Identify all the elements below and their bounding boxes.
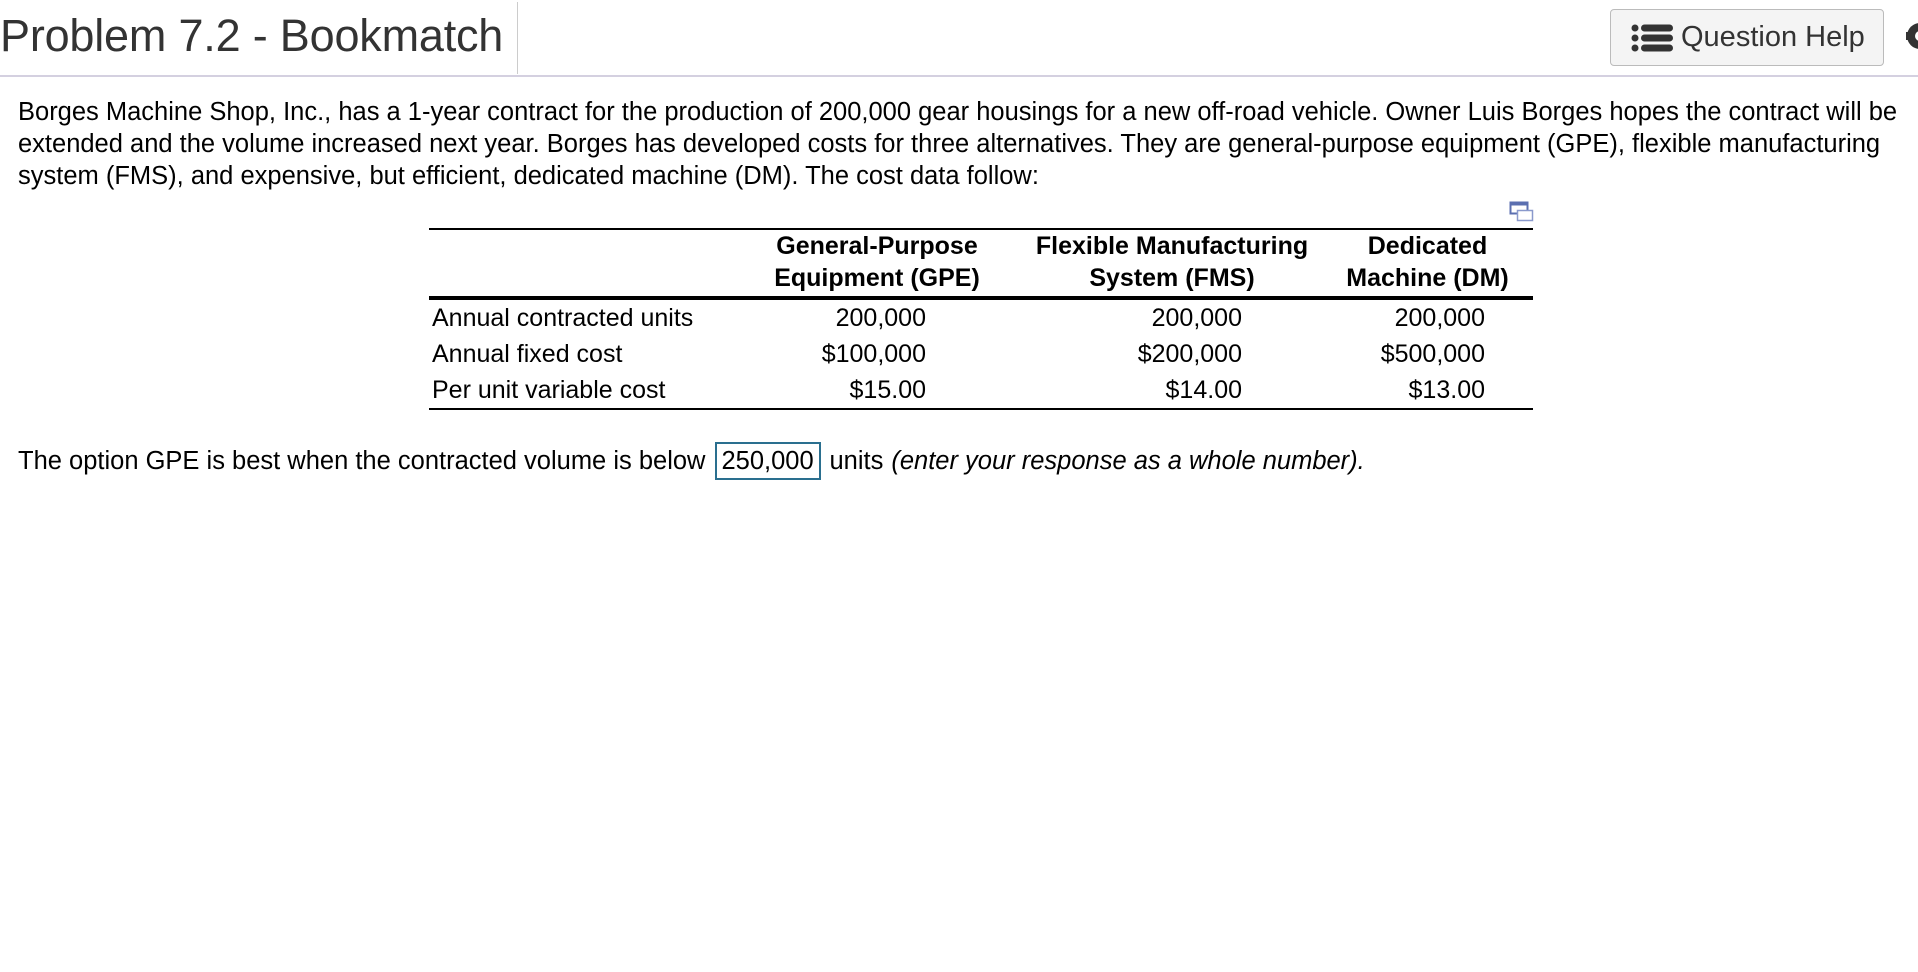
cell-value: 200,000 — [1394, 304, 1485, 332]
gear-icon[interactable] — [1904, 16, 1918, 56]
table-row — [429, 336, 1533, 372]
popout-icon[interactable] — [1509, 201, 1535, 223]
cell-value: 200,000 — [835, 304, 926, 332]
header-dm-line1: Dedicated — [1367, 232, 1488, 260]
problem-line-1: Borges Machine Shop, Inc., has a 1-year contract for the production of 200,000 gear housings for a new off-road vehicle. Owner Luis Borges hopes the contract will be — [18, 98, 1898, 126]
cell-value: $14.00 — [1022, 372, 1322, 409]
question-help-label: Question Help — [1681, 21, 1865, 53]
list-icon — [1631, 24, 1673, 52]
header — [0, 0, 1918, 77]
problem-line-2: extended and the volume increased next year. Borges has developed costs for three alternatives. They are general-purpose equipment (GPE), flexible manufacturing — [18, 130, 1881, 158]
title-divider — [517, 2, 518, 74]
cell-value: $500,000 — [1380, 340, 1485, 368]
header-fms — [1022, 229, 1322, 298]
header-dm-line2: Machine (DM) — [1346, 264, 1509, 292]
header-gpe — [732, 229, 1022, 298]
cell-value: $200,000 — [1137, 340, 1242, 368]
answer-prefix: The option GPE is best when the contracted volume is below — [18, 447, 706, 475]
cost-data-table — [429, 228, 1533, 410]
row-label: Annual contracted units — [432, 304, 694, 332]
cell-value: $100,000 — [821, 340, 926, 368]
table-header-row — [429, 229, 1533, 298]
answer-line — [18, 442, 1365, 480]
answer-input[interactable]: 250,000 — [715, 442, 821, 480]
header-fms-line2: System (FMS) — [1089, 264, 1255, 292]
row-label: Annual fixed cost — [432, 340, 623, 368]
problem-line-3: system (FMS), and expensive, but efficient, dedicated machine (DM). The cost data follow: — [18, 162, 1039, 190]
table-row — [429, 372, 1533, 409]
header-gpe-line2: Equipment (GPE) — [774, 264, 980, 292]
question-help-button[interactable] — [1610, 9, 1884, 66]
cell-value: $13.00 — [1322, 372, 1533, 409]
answer-suffix: units — [829, 447, 884, 475]
header-fms-line1: Flexible Manufacturing — [1035, 232, 1309, 260]
answer-hint: (enter your response as a whole number). — [891, 447, 1365, 475]
row-label: Per unit variable cost — [429, 372, 732, 409]
cell-value: 200,000 — [1151, 304, 1242, 332]
problem-statement — [18, 96, 1918, 192]
page-title: Problem 7.2 - Bookmatch — [0, 10, 504, 61]
table-row — [429, 298, 1533, 336]
header-gpe-line1: General-Purpose — [776, 232, 978, 260]
cell-value: $15.00 — [732, 372, 1022, 409]
header-dm — [1322, 229, 1533, 298]
header-empty-cell — [429, 229, 732, 298]
